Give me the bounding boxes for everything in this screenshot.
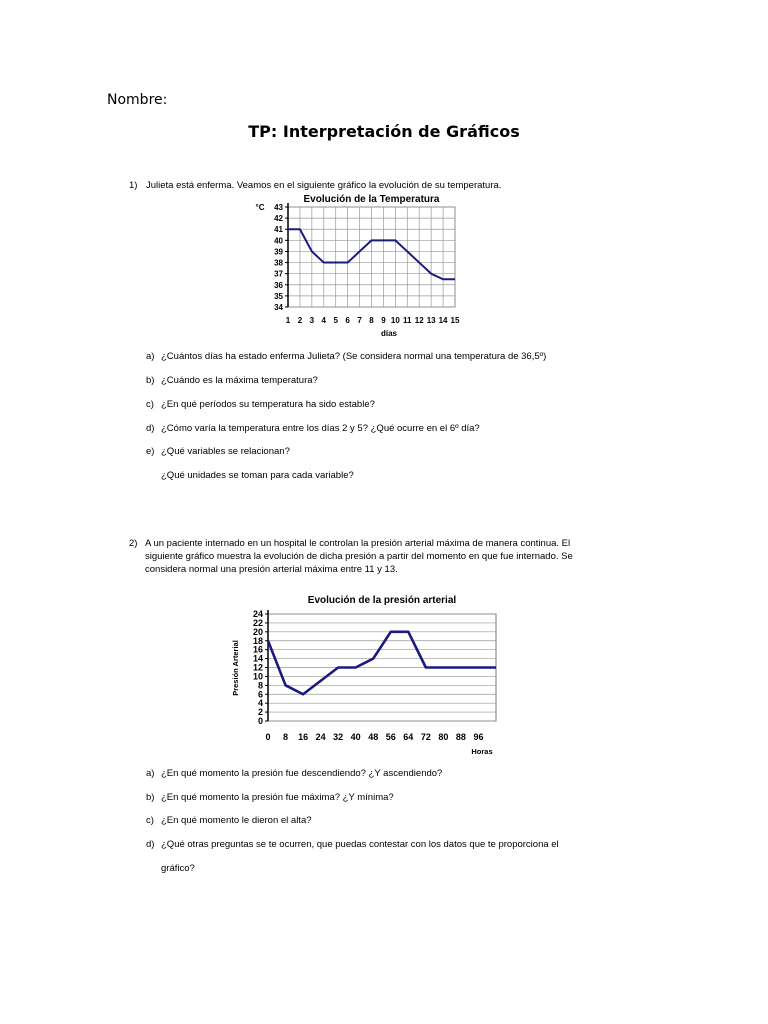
x-tick-label: 72 (420, 732, 431, 742)
x-tick-label: 56 (385, 732, 396, 742)
x-tick-label: 11 (403, 316, 412, 325)
x-tick-label: 15 (450, 316, 460, 325)
x-axis-label: días (380, 329, 398, 338)
question-1e-letter: e) (146, 446, 155, 457)
question-2c-letter: c) (146, 815, 154, 826)
y-tick-label: 24 (252, 609, 263, 619)
y-tick-label: 41 (274, 225, 283, 235)
exercise-1-number: 1) (129, 180, 138, 191)
y-tick-label: 40 (274, 236, 283, 246)
question-1e-followup: ¿Qué unidades se toman para cada variable? (161, 470, 354, 481)
x-tick-label: 1 (285, 316, 291, 325)
x-tick-label: 3 (309, 316, 315, 325)
y-tick-label: 43 (274, 203, 283, 212)
y-tick-label: 42 (274, 214, 283, 224)
exercise-2-number: 2) (129, 538, 138, 549)
x-tick-label: 0 (265, 732, 271, 742)
x-tick-label: 80 (438, 732, 449, 742)
nombre-label: Nombre: (107, 92, 168, 108)
y-tick-label: 4 (257, 698, 263, 709)
x-tick-label: 16 (298, 732, 309, 742)
question-2b-text: ¿En qué momento la presión fue máxima? ¿Y mínima? (161, 792, 394, 803)
y-tick-label: 8 (257, 680, 263, 691)
x-tick-label: 48 (368, 732, 379, 742)
y-tick-label: 10 (252, 671, 263, 682)
exercise-2-intro-line-1: A un paciente internado en un hospital le controlan la presión arterial máxima de manera continua. El (145, 538, 571, 549)
x-tick-label: 4 (321, 316, 327, 325)
y-tick-label: 0 (257, 716, 263, 726)
y-tick-label: 16 (252, 644, 263, 655)
x-tick-label: 96 (473, 732, 484, 742)
question-1a-letter: a) (146, 351, 155, 362)
exercise-1-intro: Julieta está enferma. Veamos en el siguiente gráfico la evolución de su temperatura. (146, 180, 502, 191)
x-tick-label: 64 (403, 732, 414, 742)
y-tick-label: 35 (274, 291, 283, 301)
y-tick-label: 34 (274, 303, 283, 312)
question-2d-letter: d) (146, 839, 155, 850)
x-tick-label: 8 (369, 316, 374, 325)
y-axis-label: Presión Arterial (231, 640, 240, 696)
y-tick-label: 38 (274, 258, 283, 268)
x-tick-label: 2 (297, 316, 303, 325)
question-1a-text: ¿Cuántos días ha estado enferma Julieta? (Se considera normal una temperatura de 36,5º) (161, 351, 547, 362)
question-2a-text: ¿En qué momento la presión fue descendiendo? ¿Y ascendiendo? (161, 768, 443, 779)
question-1c-text: ¿En qué períodos su temperatura ha sido estable? (161, 399, 375, 410)
x-tick-label: 8 (283, 732, 289, 742)
x-tick-label: 6 (345, 316, 350, 325)
chart-title: Evolución de la Temperatura (303, 194, 440, 205)
x-tick-label: 14 (438, 316, 448, 325)
y-tick-label: 6 (257, 689, 263, 700)
x-tick-label: 5 (333, 316, 338, 325)
page-title: TP: Interpretación de Gráficos (248, 122, 520, 141)
y-axis-label: °C (255, 203, 265, 212)
question-2a-letter: a) (146, 768, 155, 779)
blood-pressure-chart (228, 588, 518, 760)
exercise-2-intro-line-2: siguiente gráfico muestra la evolución de dicha presión a partir del momento en que fue internado. Se (145, 551, 573, 562)
y-tick-label: 39 (274, 247, 283, 257)
question-2d-continuation: gráfico? (161, 863, 195, 874)
y-tick-label: 22 (252, 617, 263, 628)
x-tick-label: 7 (357, 316, 362, 325)
x-tick-label: 32 (333, 732, 344, 742)
y-tick-label: 12 (252, 662, 263, 673)
x-tick-label: 24 (315, 732, 326, 742)
question-1d-letter: d) (146, 423, 155, 434)
question-1c-letter: c) (146, 399, 154, 410)
x-axis-label: Horas (471, 747, 493, 756)
y-tick-label: 20 (252, 626, 263, 637)
x-tick-label: 13 (426, 316, 436, 325)
question-2b-letter: b) (146, 792, 155, 803)
chart-title: Evolución de la presión arterial (307, 595, 457, 606)
x-tick-label: 12 (414, 316, 424, 325)
y-tick-label: 18 (252, 635, 263, 646)
y-tick-label: 36 (274, 280, 283, 290)
question-1b-text: ¿Cuándo es la máxima temperatura? (161, 375, 318, 386)
question-1e-text: ¿Qué variables se relacionan? (161, 446, 290, 457)
y-tick-label: 2 (257, 707, 263, 718)
y-tick-label: 14 (252, 653, 263, 664)
x-tick-label: 88 (455, 732, 466, 742)
temperature-chart (240, 190, 490, 342)
question-1d-text: ¿Cómo varía la temperatura entre los días 2 y 5? ¿Qué ocurre en el 6º día? (161, 423, 480, 434)
exercise-2-intro-line-3: considera normal una presión arterial máxima entre 11 y 13. (145, 564, 398, 575)
question-1b-letter: b) (146, 375, 155, 386)
question-2d-text: ¿Qué otras preguntas se te ocurren, que puedas contestar con los datos que te proporciona el (161, 839, 559, 850)
y-tick-label: 37 (274, 269, 283, 279)
x-tick-label: 40 (350, 732, 361, 742)
question-2c-text: ¿En qué momento le dieron el alta? (161, 815, 312, 826)
x-tick-label: 9 (381, 316, 386, 325)
x-tick-label: 10 (390, 316, 400, 325)
